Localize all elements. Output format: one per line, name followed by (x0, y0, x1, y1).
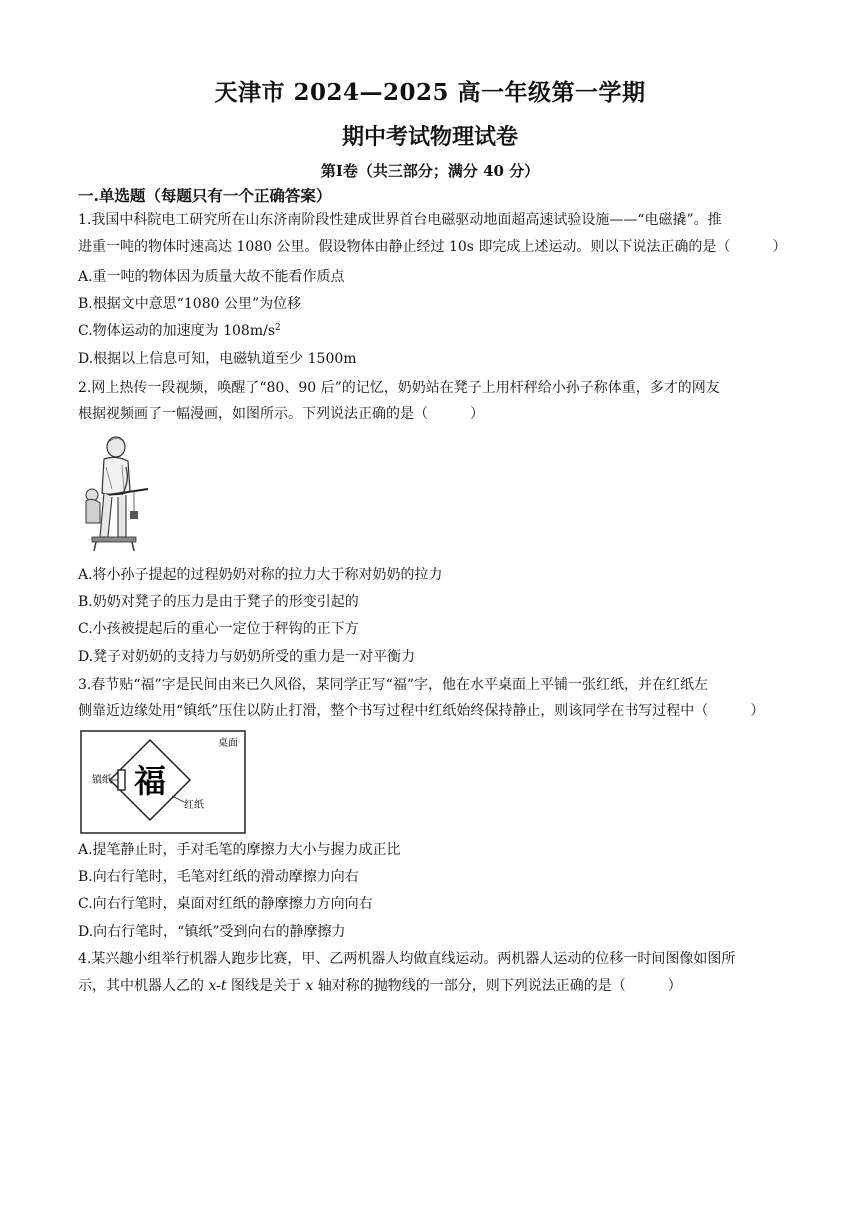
question-3-close-paren: ） (750, 703, 765, 719)
question-2-option-b: B.奶奶对凳子的压力是由于凳子的形变引起的 (78, 594, 359, 610)
question-4-xt-symbol: x-t (208, 978, 227, 994)
question-1-option-a: A.重一吨的物体因为质量大故不能看作质点 (78, 269, 345, 285)
fu-character-desk-figure (80, 730, 246, 834)
question-2-stem-line2 (78, 407, 484, 421)
question-3-option-d: D.向右行笔时，“镇纸”受到向右的静摩擦力 (78, 924, 346, 940)
question-1-close-paren: ） (772, 239, 787, 255)
section-heading: 一.单选题（每题只有一个正确答案） (78, 186, 332, 205)
exam-subtitle-title: 期中考试物理试卷 (341, 124, 518, 150)
question-1-stem-line1: 1.我国中科院电工研究所在山东济南阶段性建成世界首台电磁驱动地面超高速试验设施——“电磁撬”。推 (78, 212, 722, 228)
desk-label: 桌面 (218, 738, 238, 749)
fu-character: 福 (133, 762, 167, 800)
question-4-close-paren: ） (667, 978, 682, 994)
question-1-option-c-exponent: 2 (275, 323, 281, 333)
question-1-stem-text: 进重一吨的物体时速高达 1080 公里。假设物体由静止经过 10s 即完成上述运动。则以下说法正确的是（ (78, 239, 731, 255)
question-2-close-paren: ） (470, 406, 484, 422)
question-3-stem-line2 (78, 704, 764, 718)
red-paper-label: 红纸 (184, 800, 204, 811)
question-4-stem-part-a: 示，其中机器人乙的 (78, 978, 209, 994)
question-2-stem-text: 根据视频画了一幅漫画，如图所示。下列说法正确的是（ (78, 406, 428, 422)
question-1-option-c-text: C.物体运动的加速度为 108m/s (78, 323, 276, 339)
question-3-stem-text: 侧靠近边缘处用“镇纸”压住以防止打滑，整个书写过程中红纸始终保持静止，则该同学在书写过程中（ (78, 703, 709, 719)
exam-title: 天津市 2024—2025 高一年级第一学期 (214, 79, 646, 106)
question-2-option-d: D.凳子对奶奶的支持力与奶奶所受的重力是一对平衡力 (78, 649, 416, 665)
question-1-stem-line2 (78, 240, 786, 254)
question-1-option-d: D.根据以上信息可知，电磁轨道至少 1500m (78, 351, 357, 367)
question-3-option-b: B.向右行笔时，毛笔对红纸的滑动摩擦力向右 (78, 869, 359, 885)
question-3-option-c: C.向右行笔时，桌面对红纸的静摩擦力方向向右 (78, 896, 373, 912)
question-3-option-a: A.提笔静止时，手对毛笔的摩擦力大小与握力成正比 (78, 842, 401, 858)
paperweight-label: 镇纸 (92, 775, 112, 786)
question-1-option-c (78, 324, 281, 338)
question-4-stem-part-b: 图线是关于 (226, 978, 306, 994)
question-4-stem-line2 (78, 979, 682, 993)
question-3-stem-line1: 3.春节贴“福”字是民间由来已久风俗，某同学正写“福”字，他在水平桌面上平铺一张红纸，并在红纸左 (78, 677, 708, 693)
question-2-option-a: A.将小孙子提起的过程奶奶对称的拉力大于称对奶奶的拉力 (78, 567, 443, 583)
question-1-option-b: B.根据文中意思“1080 公里”为位移 (78, 296, 302, 312)
question-4-stem-part-c: 轴对称的抛物线的一部分，则下列说法正确的是（ (313, 978, 626, 994)
question-2-stem-line1: 2.网上热传一段视频，唤醒了“80、90 后”的记忆，奶奶站在凳子上用杆秤给小孙子称体重，多才的网友 (78, 380, 720, 396)
question-4-x-symbol: x (305, 978, 314, 994)
part-subtitle: 第Ⅰ卷（共三部分；满分 40 分） (320, 162, 540, 180)
question-4-stem-line1: 4.某兴趣小组举行机器人跑步比赛，甲、乙两机器人均做直线运动。两机器人运动的位移一时间图像如图所 (78, 951, 736, 967)
question-2-option-c: C.小孩被提起后的重心一定位于秤钩的正下方 (78, 621, 359, 637)
grandma-weighing-illustration (78, 433, 150, 553)
